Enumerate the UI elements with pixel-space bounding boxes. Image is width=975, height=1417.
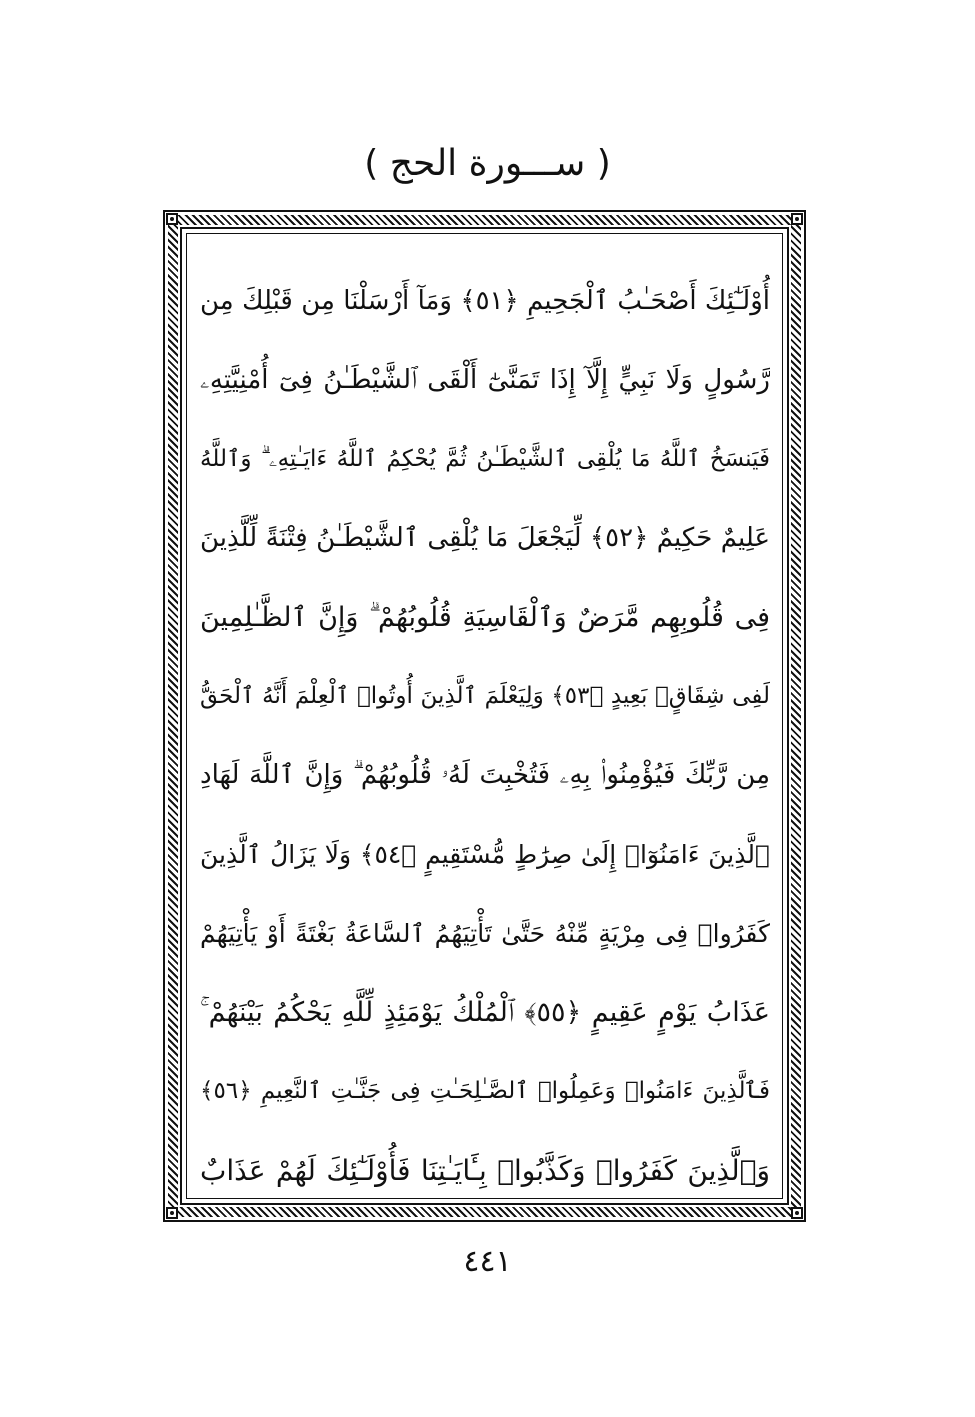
verse-line: أُوْلَـٰٓئِكَ أَصْحَـٰبُ ٱلْجَحِيمِ ﴿٥١﴾ وَمَآ أَرْسَلْنَا مِن قَبْلِكَ مِن <box>200 286 770 316</box>
verse-line: رَّسُولٍ وَلَا نَبِيٍّ إِلَّآ إِذَا تَمَنَّىٰٓ أَلْقَى ٱلشَّيْطَـٰنُ فِىٓ أُمْنِيَّتِهِۦ <box>200 365 770 395</box>
surah-title: ( ســـورة الحج ) <box>364 143 611 184</box>
verse-line: عَلِيمٌ حَكِيمٌ ﴿٥٢﴾ لِّيَجْعَلَ مَا يُلْقِى ٱلشَّيْطَـٰنُ فِتْنَةً لِّلَّذِينَ <box>200 523 770 553</box>
verse-line: عَذَابُ يَوْمٍ عَقِيمٍ ﴿٥٥﴾ ٱلْمُلْكُ يَوْمَئِذٍ لِّلَّهِ يَحْكُمُ بَيْنَهُمْ ۚ <box>200 997 770 1028</box>
frame-corner-ornament <box>166 1207 178 1219</box>
verse-line: فَيَنسَخُ ٱللَّهُ مَا يُلْقِى ٱلشَّيْطَـٰنُ ثُمَّ يُحْكِمُ ٱللَّهُ ءَايَـٰتِهِۦ ۗ وَٱللَّهُ <box>200 446 770 472</box>
verse-line: لَفِى شِقَاقٍۭ بَعِيدٍ ﴿٥٣﴾ وَلِيَعْلَمَ ٱلَّذِينَ أُوتُوا۟ ٱلْعِلْمَ أَنَّهُ ٱلْحَقُّ <box>200 683 770 709</box>
verse-line: ٱلَّذِينَ ءَامَنُوٓا۟ إِلَىٰ صِرَٰطٍ مُّسْتَقِيمٍ ﴿٥٤﴾ وَلَا يَزَالُ ٱلَّذِينَ <box>200 840 770 869</box>
frame-corner-ornament <box>791 213 803 225</box>
verse-line: فَٱلَّذِينَ ءَامَنُوا۟ وَعَمِلُوا۟ ٱلصَّـٰلِحَـٰتِ فِى جَنَّـٰتِ ٱلنَّعِيمِ ﴿٥٦﴾ <box>200 1078 770 1104</box>
frame-corner-ornament <box>791 1207 803 1219</box>
verse-line: فِى قُلُوبِهِم مَّرَضٌ وَٱلْقَاسِيَةِ قُلُوبُهُمْ ۗ وَإِنَّ ٱلظَّـٰلِمِينَ <box>200 602 770 633</box>
verse-text-block <box>200 262 770 1210</box>
verse-line: مِن رَّبِّكَ فَيُؤْمِنُوا۟ بِهِۦ فَتُخْبِتَ لَهُۥ قُلُوبُهُمْ ۗ وَإِنَّ ٱللَّهَ لَهَادِ <box>200 760 770 790</box>
frame-corner-ornament <box>166 213 178 225</box>
page-number: ٤٤١ <box>463 1244 512 1279</box>
verse-line: كَفَرُوا۟ فِى مِرْيَةٍ مِّنْهُ حَتَّىٰ تَأْتِيَهُمُ ٱلسَّاعَةُ بَغْتَةً أَوْ يَأْتِيَهُمْ <box>200 919 770 948</box>
verse-line: وَٱلَّذِينَ كَفَرُوا۟ وَكَذَّبُوا۟ بِـَٔايَـٰتِنَا فَأُوْلَـٰٓئِكَ لَهُمْ عَذَابٌ <box>200 1154 770 1187</box>
